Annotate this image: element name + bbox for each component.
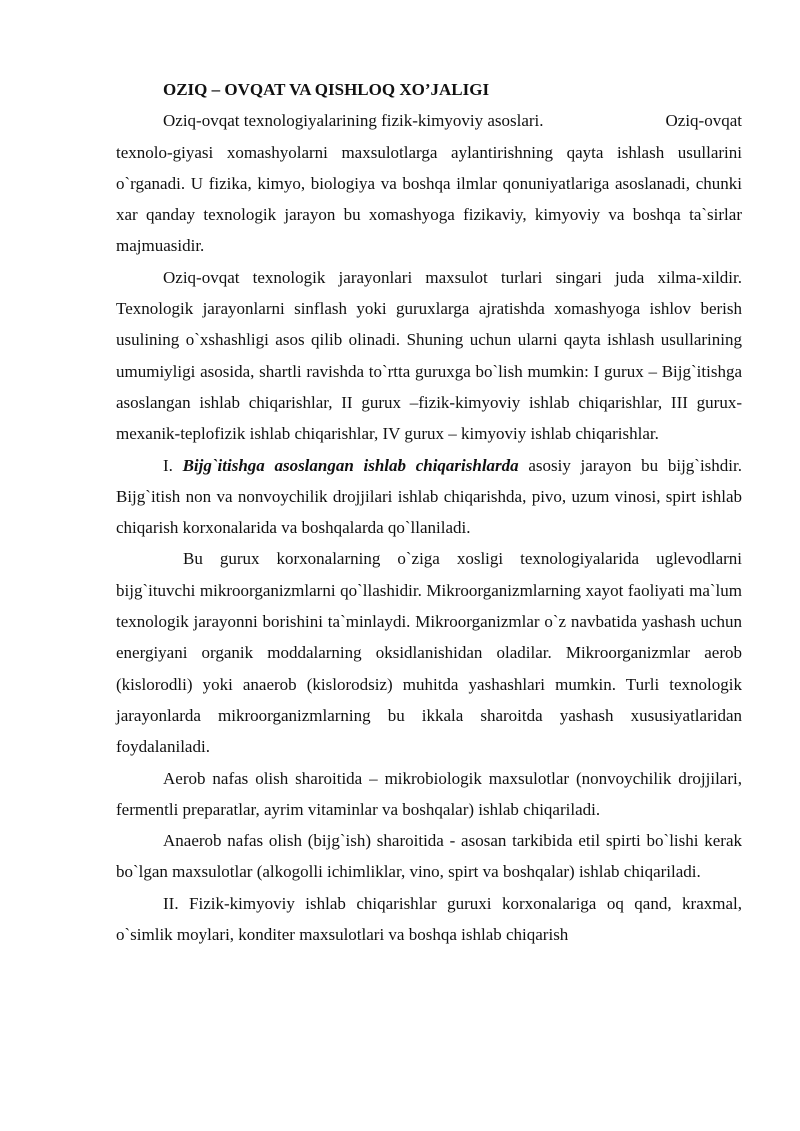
document-title: OZIQ – OVQAT VA QISHLOQ XO’JALIGI	[163, 80, 490, 99]
paragraph-text: asosiy jarayon bu bijg`ishdir. Bijg`itish non va nonvoychilik drojjilari ishlab chiqarishda, pivo, uzum vinosi, spirt ishlab chiqarish korxonalarida va boshqalarda qo`llaniladi.	[116, 455, 742, 538]
section-subtitle: Oziq-ovqat texnologiyalarining fizik-kimyoviy asoslari.	[163, 111, 544, 131]
paragraph-physicochemical: II. Fizik-kimyoviy ishlab chiqarishlar guruxi korxonalariga oq qand, kraxmal, o`simlik moylari, konditer maxsulotlari va boshqa ishlab chiqarish	[116, 893, 742, 945]
document-page	[116, 74, 742, 950]
subtitle-continuation: Oziq-ovqat	[665, 111, 742, 131]
emphasized-term: Bijg`itishga asoslangan ishlab chiqarishlarda	[182, 455, 519, 475]
paragraph-number: I.	[163, 455, 183, 475]
paragraph-fermentation	[116, 450, 742, 544]
paragraph-classification: Oziq-ovqat texnologik jarayonlari maxsulot turlari singari juda xilma-xildir. Texnologik jarayonlarni sinflash yoki guruxlarga ajratishda xomashyoga ishlov berish usulining o`xshashligi asos qilib olinadi. Shuning uchun ularni qayta ishlash usullarining umumiyligi asosida, shartli ravishda to`rtta guruxga bo`lish mumkin: I gurux – Bijg`itishga asoslangan ishlab chiqarishlar, II gurux –fizik-kimyoviy ishlab chiqarishlar, III gurux- mexanik-teplofizik ishlab chiqarishlar, IV gurux – kimyoviy ishlab chiqarishlar.	[116, 267, 742, 444]
subtitle-row	[116, 105, 742, 136]
paragraph-microorganisms: Bu gurux korxonalarning o`ziga xosligi texnologiyalarida uglevodlarni bijg`ituvchi mikroorganizmlarni qo`llashidir. Mikroorganizmlarning xayot faoliyati ma`lum texnologik jarayonni borishini ta`minlaydi. Mikroorganizmlar o`z navbatida yashash uchun energiyani organik moddalarning oksidlanishidan oladilar. Mikroorganizmlar aerob (kislorodli) yoki anaerob (kislorodsiz) muhitda yashashlari mumkin. Turli texnologik jarayonlarda mikroorganizmlarning bu ikkala sharoitda yashash xususiyatlaridan foydalaniladi.	[116, 549, 742, 757]
paragraph-intro: texnolo-giyasi xomashyolarni maxsulotlarga aylantirishning qayta ishlash usullarini o`rganadi. U fizika, kimyo, biologiya va boshqa ilmlar qonuniyatlariga asoslanadi, chunki xar qanday texnologik jarayon bu xomashyoga fizikaviy, kimyoviy va boshqa ta`sirlar majmuasidir.	[116, 142, 742, 256]
paragraph-anaerobic: Anaerob nafas olish (bijg`ish) sharoitida - asosan tarkibida etil spirti bo`lishi kerak bo`lgan maxsulotlar (alkogolli ichimliklar, vino, spirt va boshqalar) ishlab chiqariladi.	[116, 831, 742, 882]
paragraph-aerobic: Aerob nafas olish sharoitida – mikrobiologik maxsulotlar (nonvoychilik drojjilari, fermentli preparatlar, ayrim vitaminlar va boshqalar) ishlab chiqariladi.	[116, 768, 742, 819]
